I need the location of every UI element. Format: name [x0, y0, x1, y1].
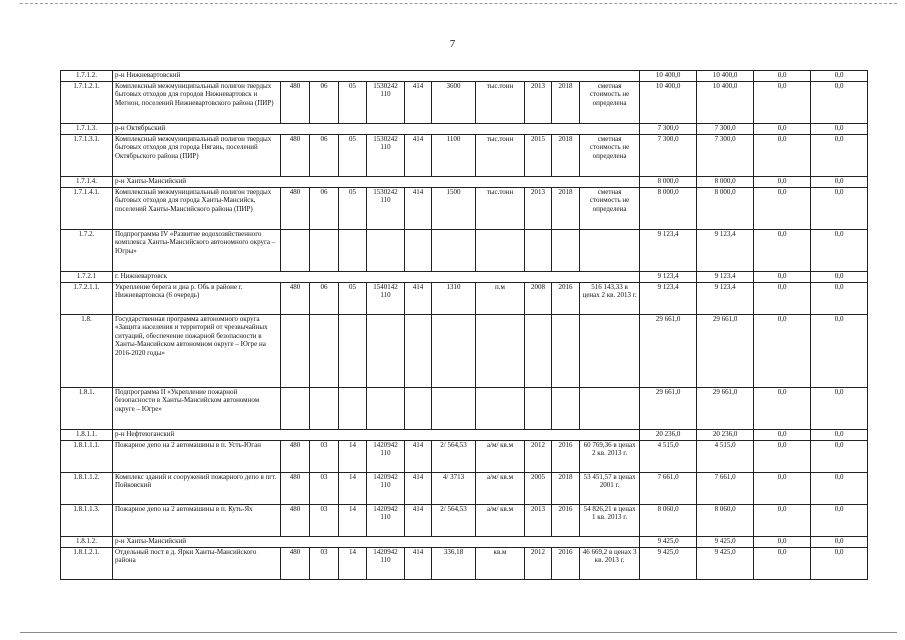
value-budget: 9 425,0	[697, 537, 754, 548]
value-col3: 0,0	[754, 283, 811, 315]
row-id: 1.7.1.2.	[61, 71, 113, 82]
value-col4: 0,0	[811, 82, 868, 124]
table-row	[61, 505, 868, 537]
column-csr	[367, 230, 405, 272]
table-row	[61, 71, 868, 82]
value-col3: 0,0	[754, 505, 811, 537]
row-name: Комплексный межмуниципальный полигон твердых бытовых отходов для города Ханты-Мансийск, поселений Ханты-Мансийского района (ПИР)	[113, 188, 281, 230]
column-gr: 480	[281, 473, 310, 505]
value-col4: 0,0	[811, 272, 868, 283]
row-name: Комплексный межмуниципальный полигон твердых бытовых отходов для городов Нижневартовск и Мегион, поселений Нижневартовского района (ПИР)	[113, 82, 281, 124]
scan-edge-bottom	[20, 632, 897, 633]
value-col3: 0,0	[754, 430, 811, 441]
column-end-year: 2016	[552, 441, 580, 473]
column-unit: а/м/ кв.м	[476, 473, 525, 505]
value-budget: 7 661,0	[697, 473, 754, 505]
table-row	[61, 315, 868, 388]
row-name: г. Нижневартовск	[113, 272, 640, 283]
value-total: 9 123,4	[640, 272, 697, 283]
column-gr: 480	[281, 505, 310, 537]
value-budget: 10 400,0	[697, 82, 754, 124]
column-vr	[405, 388, 432, 430]
row-name: Подпрограмма IV «Развитие водохозяйственного комплекса Ханты-Мансийского автономного округа – Югры»	[113, 230, 281, 272]
column-csr	[367, 388, 405, 430]
column-csr: 1420942 110	[367, 473, 405, 505]
column-estimated-cost: 53 451,57 в ценах 2001 г.	[580, 473, 640, 505]
value-col3: 0,0	[754, 388, 811, 430]
budget-table	[60, 70, 868, 580]
column-capacity: 2/ 564,53	[432, 505, 476, 537]
column-end-year: 2018	[552, 188, 580, 230]
value-total: 7 300,0	[640, 135, 697, 177]
column-gr: 480	[281, 283, 310, 315]
value-col4: 0,0	[811, 71, 868, 82]
value-budget: 9 123,4	[697, 230, 754, 272]
column-start-year	[525, 315, 552, 388]
value-budget: 29 661,0	[697, 315, 754, 388]
value-col3: 0,0	[754, 441, 811, 473]
value-col3: 0,0	[754, 548, 811, 580]
column-unit: тыс.тонн	[476, 135, 525, 177]
value-col3: 0,0	[754, 315, 811, 388]
table-row	[61, 283, 868, 315]
value-budget: 8 000,0	[697, 188, 754, 230]
column-start-year	[525, 388, 552, 430]
column-pr: 05	[339, 135, 367, 177]
row-name: Отдельный пост в д. Ярки Ханты-Мансийского района	[113, 548, 281, 580]
column-start-year: 2012	[525, 441, 552, 473]
column-csr: 1420942 110	[367, 505, 405, 537]
column-capacity: 336,18	[432, 548, 476, 580]
value-col3: 0,0	[754, 135, 811, 177]
column-vr: 414	[405, 82, 432, 124]
column-csr: 1540142 110	[367, 283, 405, 315]
row-name: р-н Ханты-Мансийский	[113, 537, 640, 548]
scan-edge-top	[20, 3, 897, 4]
column-pr: 05	[339, 283, 367, 315]
column-start-year: 2013	[525, 505, 552, 537]
column-start-year: 2013	[525, 82, 552, 124]
value-budget: 9 425,0	[697, 548, 754, 580]
column-gr: 480	[281, 135, 310, 177]
value-total: 10 400,0	[640, 82, 697, 124]
table-row	[61, 441, 868, 473]
column-unit	[476, 230, 525, 272]
value-col4: 0,0	[811, 537, 868, 548]
row-id: 1.7.1.4.1.	[61, 188, 113, 230]
column-gr: 480	[281, 548, 310, 580]
column-capacity: 3600	[432, 82, 476, 124]
column-unit: тыс.тонн	[476, 82, 525, 124]
value-col3: 0,0	[754, 124, 811, 135]
column-gr	[281, 315, 310, 388]
column-vr: 414	[405, 441, 432, 473]
column-estimated-cost: 46 669,2 в ценах 3 кв. 2013 г.	[580, 548, 640, 580]
row-id: 1.7.2.1.1.	[61, 283, 113, 315]
value-col3: 0,0	[754, 188, 811, 230]
column-pr: 14	[339, 441, 367, 473]
column-vr: 414	[405, 283, 432, 315]
column-vr: 414	[405, 188, 432, 230]
table-row	[61, 272, 868, 283]
value-total: 8 000,0	[640, 188, 697, 230]
column-unit: а/м/ кв.м	[476, 441, 525, 473]
row-id: 1.8.1.1.2.	[61, 473, 113, 505]
row-id: 1.8.	[61, 315, 113, 388]
column-pr: 14	[339, 548, 367, 580]
column-estimated-cost: сметная стоимость не определена	[580, 135, 640, 177]
row-name: Пожарное депо на 2 автомашины в п. Усть-Юган	[113, 441, 281, 473]
row-id: 1.7.1.2.1.	[61, 82, 113, 124]
column-end-year: 2016	[552, 548, 580, 580]
column-gr: 480	[281, 82, 310, 124]
column-rz	[310, 388, 339, 430]
column-rz: 06	[310, 283, 339, 315]
column-pr	[339, 388, 367, 430]
value-total: 8 060,0	[640, 505, 697, 537]
column-capacity	[432, 230, 476, 272]
column-start-year: 2005	[525, 473, 552, 505]
value-col4: 0,0	[811, 388, 868, 430]
column-start-year: 2008	[525, 283, 552, 315]
table-row	[61, 135, 868, 177]
table-row	[61, 548, 868, 580]
column-pr: 14	[339, 505, 367, 537]
column-unit: тыс.тонн	[476, 188, 525, 230]
table-row	[61, 124, 868, 135]
value-col3: 0,0	[754, 272, 811, 283]
value-col4: 0,0	[811, 124, 868, 135]
column-estimated-cost: сметная стоимость не определена	[580, 188, 640, 230]
value-total: 10 400,0	[640, 71, 697, 82]
row-name: р-н Нефтеюганский	[113, 430, 640, 441]
column-pr	[339, 230, 367, 272]
row-name: Комплекс зданий и сооружений пожарного депо в пгт. Пойковский	[113, 473, 281, 505]
value-col3: 0,0	[754, 177, 811, 188]
column-rz: 03	[310, 441, 339, 473]
row-name: Комплексный межмуниципальный полигон твердых бытовых отходов для города Нягань, поселений Октябрьского района (ПИР)	[113, 135, 281, 177]
value-total: 20 236,0	[640, 430, 697, 441]
value-total: 9 123,4	[640, 230, 697, 272]
value-total: 9 425,0	[640, 537, 697, 548]
column-estimated-cost	[580, 388, 640, 430]
column-end-year: 2018	[552, 135, 580, 177]
column-gr	[281, 230, 310, 272]
value-col4: 0,0	[811, 441, 868, 473]
column-end-year: 2018	[552, 82, 580, 124]
column-csr: 1530242 110	[367, 188, 405, 230]
value-total: 7 661,0	[640, 473, 697, 505]
row-name: р-н Нижневартовский	[113, 71, 640, 82]
row-id: 1.8.1.2.	[61, 537, 113, 548]
table-row	[61, 430, 868, 441]
column-estimated-cost: 516 143,33 в ценах 2 кв. 2013 г.	[580, 283, 640, 315]
column-estimated-cost: 54 826,21 в ценах 1 кв. 2013 г.	[580, 505, 640, 537]
column-vr	[405, 315, 432, 388]
value-col3: 0,0	[754, 82, 811, 124]
column-rz: 06	[310, 82, 339, 124]
table-row	[61, 188, 868, 230]
column-capacity: 4/ 3713	[432, 473, 476, 505]
value-col3: 0,0	[754, 230, 811, 272]
row-id: 1.7.1.3.1.	[61, 135, 113, 177]
value-budget: 8 060,0	[697, 505, 754, 537]
column-pr: 14	[339, 473, 367, 505]
row-id: 1.7.2.	[61, 230, 113, 272]
table-row	[61, 82, 868, 124]
row-name: р-н Ханты-Мансийский	[113, 177, 640, 188]
value-total: 8 000,0	[640, 177, 697, 188]
column-unit: кв.м	[476, 548, 525, 580]
column-capacity: 1500	[432, 188, 476, 230]
value-budget: 8 000,0	[697, 177, 754, 188]
value-total: 7 300,0	[640, 124, 697, 135]
row-name: Подпрограмма II «Укрепление пожарной безопасности в Ханты-Мансийском автономном округе – Югре»	[113, 388, 281, 430]
column-rz: 06	[310, 188, 339, 230]
column-pr	[339, 315, 367, 388]
value-col3: 0,0	[754, 71, 811, 82]
value-col4: 0,0	[811, 283, 868, 315]
column-gr: 480	[281, 441, 310, 473]
column-vr: 414	[405, 548, 432, 580]
column-estimated-cost: 60 769,36 в ценах 2 кв. 2013 г.	[580, 441, 640, 473]
row-name: Государственная программа автономного округа «Защита населения и территорий от чрезвычайных ситуаций, обеспечение пожарной безопасности в Ханты-Мансийском автономном округе – Югре на 2016-2020 годы»	[113, 315, 281, 388]
value-budget: 9 123,4	[697, 283, 754, 315]
column-rz: 03	[310, 473, 339, 505]
row-id: 1.8.1.1.	[61, 430, 113, 441]
value-budget: 7 300,0	[697, 135, 754, 177]
value-budget: 10 400,0	[697, 71, 754, 82]
table-row	[61, 473, 868, 505]
column-end-year: 2018	[552, 473, 580, 505]
column-start-year: 2013	[525, 188, 552, 230]
column-start-year: 2012	[525, 548, 552, 580]
column-estimated-cost	[580, 230, 640, 272]
table-row	[61, 177, 868, 188]
column-estimated-cost: сметная стоимость не определена	[580, 82, 640, 124]
table-row	[61, 388, 868, 430]
value-col4: 0,0	[811, 177, 868, 188]
column-csr: 1420942 110	[367, 441, 405, 473]
column-rz: 06	[310, 135, 339, 177]
column-end-year: 2016	[552, 283, 580, 315]
column-estimated-cost	[580, 315, 640, 388]
row-name: Пожарное депо на 2 автомашины в п. Куть-Ях	[113, 505, 281, 537]
value-budget: 20 236,0	[697, 430, 754, 441]
row-id: 1.8.1.	[61, 388, 113, 430]
value-col4: 0,0	[811, 188, 868, 230]
column-capacity: 1310	[432, 283, 476, 315]
column-vr: 414	[405, 473, 432, 505]
column-end-year	[552, 388, 580, 430]
budget-table-body	[61, 71, 868, 580]
row-name: Укрепление берега и дна р. Обь в районе г. Нижневартовска (6 очередь)	[113, 283, 281, 315]
value-total: 9 123,4	[640, 283, 697, 315]
row-name: р-н Октябрьский	[113, 124, 640, 135]
column-unit: п.м	[476, 283, 525, 315]
row-id: 1.8.1.1.1.	[61, 441, 113, 473]
table-row	[61, 230, 868, 272]
column-unit	[476, 315, 525, 388]
value-col3: 0,0	[754, 473, 811, 505]
column-rz	[310, 230, 339, 272]
row-id: 1.8.1.2.1.	[61, 548, 113, 580]
table-row	[61, 537, 868, 548]
column-end-year	[552, 230, 580, 272]
value-col4: 0,0	[811, 505, 868, 537]
value-total: 4 515,0	[640, 441, 697, 473]
row-id: 1.8.1.1.3.	[61, 505, 113, 537]
value-col4: 0,0	[811, 430, 868, 441]
value-total: 29 661,0	[640, 388, 697, 430]
value-col4: 0,0	[811, 230, 868, 272]
column-csr	[367, 315, 405, 388]
column-capacity	[432, 388, 476, 430]
value-col3: 0,0	[754, 537, 811, 548]
value-col4: 0,0	[811, 315, 868, 388]
column-csr: 1530242 110	[367, 82, 405, 124]
value-col4: 0,0	[811, 135, 868, 177]
column-unit	[476, 388, 525, 430]
column-gr	[281, 388, 310, 430]
value-budget: 29 661,0	[697, 388, 754, 430]
column-vr: 414	[405, 505, 432, 537]
value-budget: 9 123,4	[697, 272, 754, 283]
column-end-year: 2016	[552, 505, 580, 537]
row-id: 1.7.1.3.	[61, 124, 113, 135]
value-budget: 7 300,0	[697, 124, 754, 135]
column-pr: 05	[339, 188, 367, 230]
value-col4: 0,0	[811, 548, 868, 580]
column-gr: 480	[281, 188, 310, 230]
column-capacity	[432, 315, 476, 388]
column-csr: 1530242 110	[367, 135, 405, 177]
column-start-year	[525, 230, 552, 272]
value-budget: 4 515,0	[697, 441, 754, 473]
column-start-year: 2015	[525, 135, 552, 177]
row-id: 1.7.2.1	[61, 272, 113, 283]
column-unit: а/м/ кв.м	[476, 505, 525, 537]
value-col4: 0,0	[811, 473, 868, 505]
column-csr: 1420942 110	[367, 548, 405, 580]
value-total: 9 425,0	[640, 548, 697, 580]
column-rz: 03	[310, 548, 339, 580]
column-pr: 05	[339, 82, 367, 124]
column-capacity: 1100	[432, 135, 476, 177]
row-id: 1.7.1.4.	[61, 177, 113, 188]
column-vr: 414	[405, 135, 432, 177]
value-total: 29 661,0	[640, 315, 697, 388]
column-end-year	[552, 315, 580, 388]
column-rz: 03	[310, 505, 339, 537]
column-vr	[405, 230, 432, 272]
column-capacity: 2/ 564,53	[432, 441, 476, 473]
page-number: 7	[449, 38, 456, 50]
column-rz	[310, 315, 339, 388]
